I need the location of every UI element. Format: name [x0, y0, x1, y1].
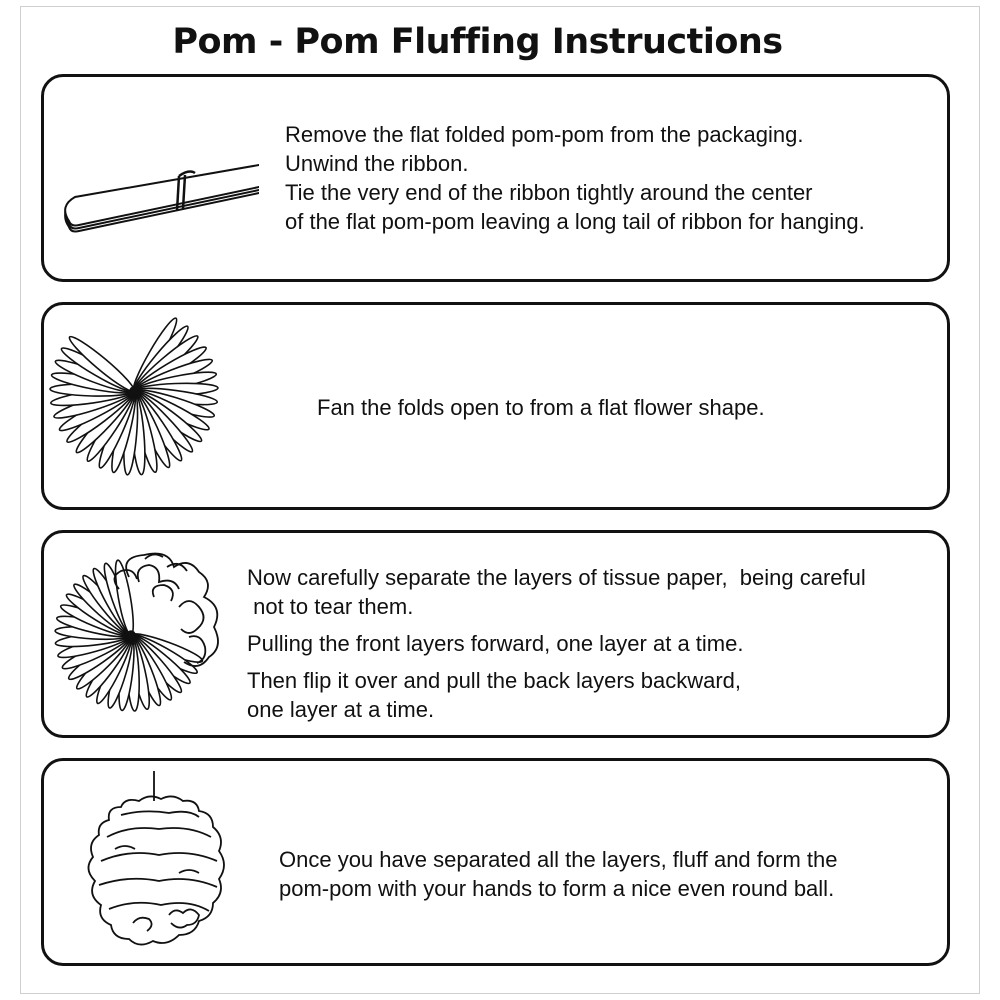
step-1-line: Remove the flat folded pom-pom from the packaging. [285, 122, 804, 147]
step-3-line: Then flip it over and pull the back layers backward, [247, 668, 742, 693]
page-title: Pom - Pom Fluffing Instructions [172, 22, 783, 62]
step-4-line: Once you have separated all the layers, fluff and form the [279, 847, 838, 872]
fanned-flower-icon [49, 309, 259, 505]
step-3-text [247, 563, 866, 724]
step-1-line: Unwind the ribbon. [285, 151, 469, 176]
fan-center [130, 387, 138, 395]
step-2-line: Fan the folds open to from a flat flower shape. [317, 395, 765, 420]
separating-layers-icon [49, 537, 259, 733]
step-3-line: Now carefully separate the layers of tissue paper, being careful [247, 565, 866, 590]
step-3-line: Pulling the front layers forward, one layer at a time. [247, 631, 744, 656]
step-1-line: of the flat pom-pom leaving a long tail of ribbon for hanging. [285, 209, 865, 234]
step-3-line: not to tear them. [247, 594, 414, 619]
step-2-text [317, 393, 765, 422]
step-2-panel [41, 302, 950, 510]
step-3-panel [41, 530, 950, 738]
step-4-line: pom-pom with your hands to form a nice even round ball. [279, 876, 835, 901]
flat-folded-pompom-icon [49, 81, 259, 277]
step-4-panel [41, 758, 950, 966]
round-pompom-ball-icon [49, 765, 259, 961]
step-3-line: one layer at a time. [247, 697, 435, 722]
step-1-line: Tie the very end of the ribbon tightly around the center [285, 180, 813, 205]
step-1-panel [41, 74, 950, 282]
step-1-text [285, 120, 865, 236]
fan-center [127, 631, 135, 639]
step-4-text [279, 845, 837, 903]
